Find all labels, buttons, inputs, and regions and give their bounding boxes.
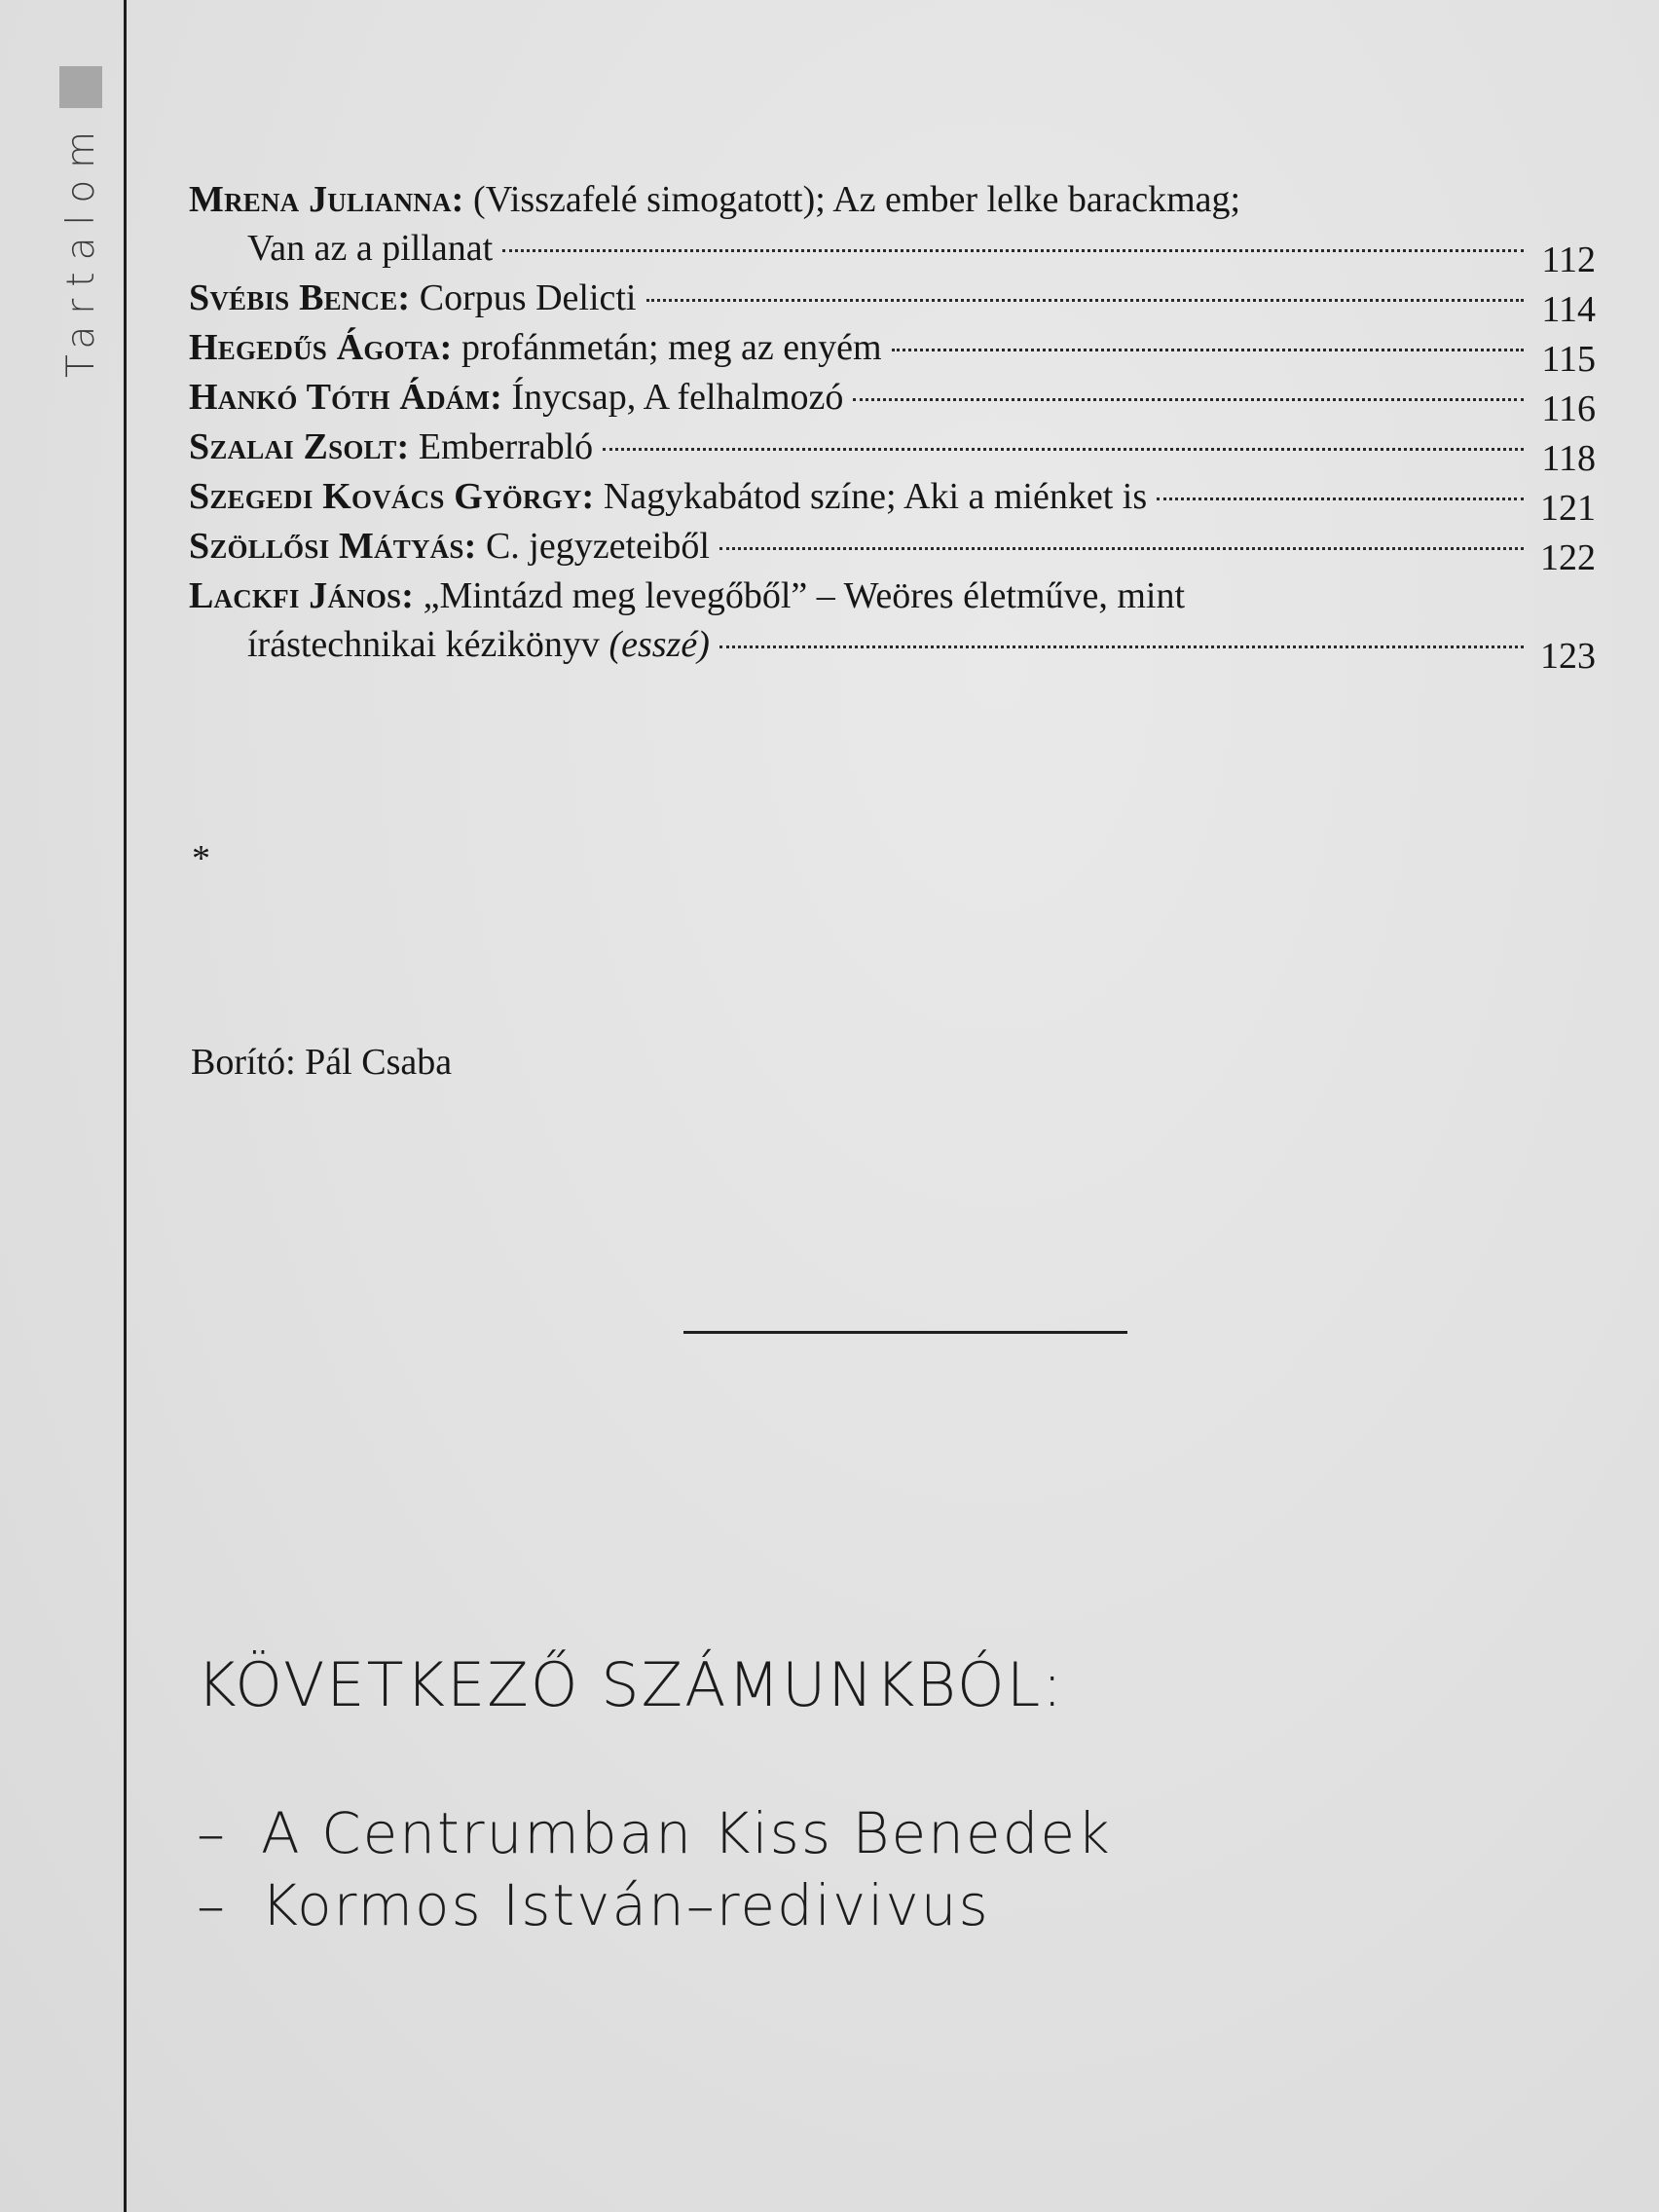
list-item	[197, 1797, 1112, 1869]
toc-entry-line	[189, 620, 1596, 677]
toc-title: Corpus Delicti	[419, 277, 637, 318]
toc-entry	[189, 472, 1596, 529]
toc-entry	[189, 373, 1596, 429]
toc-entry	[189, 323, 1596, 380]
toc-genre-note: (esszé)	[608, 624, 710, 665]
toc-author: Lackfi János:	[189, 575, 415, 616]
list-item-text: Kormos István–redivivus	[261, 1872, 990, 1938]
section-label: Tartalom	[59, 119, 103, 378]
horizontal-divider	[683, 1331, 1127, 1334]
toc-title: (Visszafelé simogatott); Az ember lelke barackmag;	[473, 179, 1241, 220]
toc-page-number: 116	[1541, 388, 1596, 429]
list-item-text: A Centrumban Kiss Benedek	[261, 1800, 1112, 1866]
toc-title: „Mintázd meg levegőből” – Weöres életműve, mint	[423, 575, 1186, 616]
vertical-rule	[124, 0, 127, 2212]
next-issue-title: KÖVETKEZŐ SZÁMUNKBÓL:	[197, 1649, 1065, 1720]
next-issue-list	[197, 1797, 1112, 1941]
toc-entry	[189, 423, 1596, 479]
toc-author: Mrena Julianna:	[189, 179, 464, 220]
toc-author: Hegedűs Ágota:	[189, 327, 453, 368]
table-of-contents	[189, 175, 1596, 677]
toc-title: Ínycsap, A felhalmozó	[511, 377, 844, 418]
toc-entry	[189, 522, 1596, 578]
toc-page-number: 121	[1540, 488, 1596, 529]
leader-dots	[892, 349, 1524, 351]
leader-dots	[1157, 498, 1524, 500]
toc-title-continuation: írástechnikai kézikönyv	[247, 624, 600, 665]
toc-page-number: 118	[1541, 438, 1596, 479]
toc-page-number: 114	[1541, 289, 1596, 330]
toc-entry	[189, 274, 1596, 330]
leader-dots	[719, 645, 1524, 648]
section-marker-square	[59, 66, 102, 108]
leader-dots	[646, 299, 1525, 302]
toc-author: Szalai Zsolt:	[189, 426, 410, 467]
toc-page-number: 112	[1541, 240, 1596, 280]
toc-entry-line	[189, 175, 1596, 224]
toc-page-number: 115	[1541, 339, 1596, 380]
toc-author: Svébis Bence:	[189, 277, 411, 318]
list-dash: –	[197, 1872, 227, 1938]
cover-credit: Borító: Pál Csaba	[191, 1042, 453, 1083]
toc-entry-line	[189, 571, 1596, 620]
toc-page-number: 122	[1540, 537, 1596, 578]
leader-dots	[502, 249, 1524, 252]
toc-title: Nagykabátod színe; Aki a miénket is	[603, 476, 1148, 517]
leader-dots	[853, 398, 1524, 401]
list-item	[197, 1869, 1112, 1941]
toc-title: Emberrabló	[418, 426, 594, 467]
toc-title-continuation: Van az a pillanat	[247, 228, 494, 269]
leader-dots	[603, 448, 1524, 451]
list-dash: –	[197, 1800, 227, 1866]
toc-title: profánmetán; meg az enyém	[461, 327, 882, 368]
leader-dots	[719, 547, 1524, 550]
toc-entry-line	[189, 224, 1596, 280]
toc-author: Szegedi Kovács György:	[189, 476, 595, 517]
toc-page-number: 123	[1540, 636, 1596, 677]
asterisk-separator: *	[192, 838, 210, 879]
toc-author: Szöllősi Mátyás:	[189, 526, 477, 567]
toc-author: Hankó Tóth Ádám:	[189, 377, 503, 418]
toc-title: C. jegyzeteiből	[485, 526, 710, 567]
